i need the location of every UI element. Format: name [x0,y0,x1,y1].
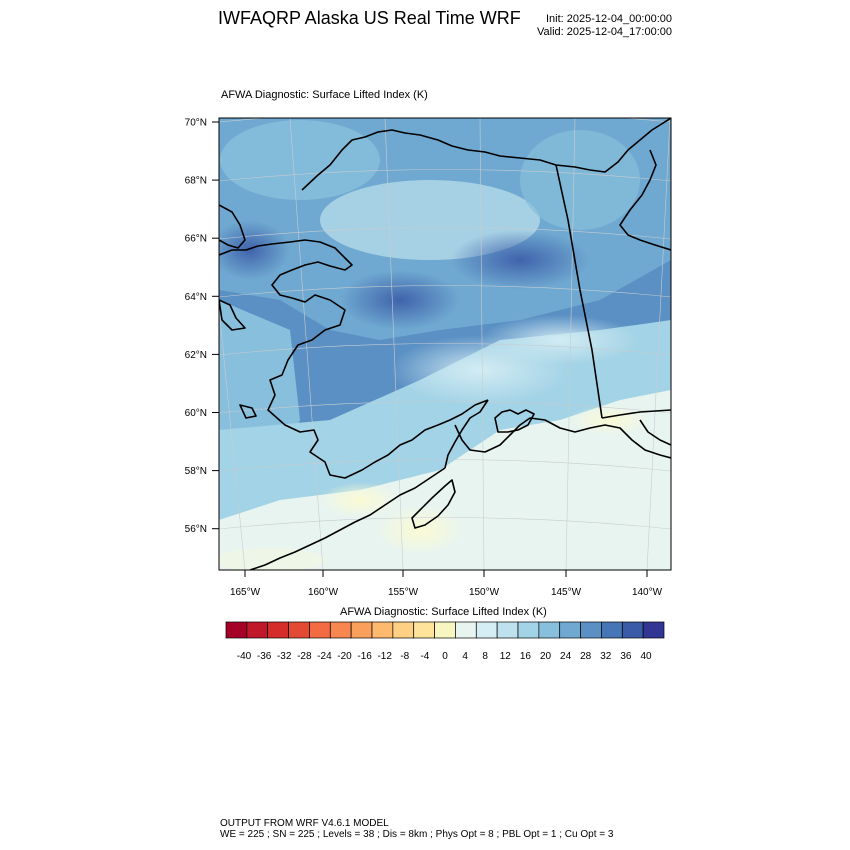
lat-label: 64°N [184,291,207,303]
lon-label: 140°W [631,587,663,598]
lat-label: 70°N [184,117,207,129]
colorbar-label: 36 [620,651,632,662]
colorbar-label: -12 [377,651,392,662]
longitude-axis [230,570,663,598]
colorbar [226,622,664,662]
lat-label: 60°N [184,408,207,419]
colorbar-bin [330,622,351,638]
colorbar-label: 24 [560,651,572,662]
lon-label: 145°W [550,587,582,598]
colorbar-label: -32 [276,651,292,662]
colorbar-bin [268,622,289,638]
colorbar-label: 8 [482,651,488,662]
colorbar-bin [601,622,622,638]
lon-label: 165°W [229,587,261,598]
lifted-index-field [210,118,671,572]
colorbar-label: 32 [600,651,612,662]
lat-label: 56°N [184,524,207,536]
lon-label: 150°W [468,587,500,598]
model-info-line2: WE = 225 ; SN = 225 ; Levels = 38 ; Dis = 8km ; Phys Opt = 8 ; PBL Opt = 1 ; Cu Opt = 3 [220,829,614,840]
lat-label: 62°N [184,349,207,361]
main-title: IWFAQRP Alaska US Real Time WRF [218,8,521,28]
colorbar-bin [247,622,268,638]
lat-label: 58°N [184,466,207,478]
colorbar-label: -40 [236,651,252,662]
colorbar-label: -36 [256,651,272,662]
init-time-label: Init: 2025-12-04_00:00:00 [546,13,672,25]
colorbar-bin [455,622,476,638]
colorbar-label: 16 [519,651,531,662]
latitude-axis [185,118,219,536]
colorbar-label: -24 [317,651,332,662]
colorbar-bin [351,622,372,638]
colorbar-label: -8 [400,651,410,662]
colorbar-label: 12 [499,651,511,662]
colorbar-bin [309,622,330,638]
valid-time-label: Valid: 2025-12-04_17:00:00 [537,26,672,38]
colorbar-bin [372,622,393,638]
colorbar-bin [414,622,435,638]
colorbar-bin [435,622,456,638]
lon-label: 160°W [307,587,339,598]
lat-label: 68°N [184,175,207,187]
colorbar-bin [497,622,518,638]
lon-label: 155°W [387,587,419,598]
colorbar-label: -20 [337,651,352,662]
colorbar-bin [226,622,247,638]
colorbar-label: 40 [640,651,652,662]
colorbar-label: -4 [420,651,430,662]
colorbar-title: AFWA Diagnostic: Surface Lifted Index (K) [340,606,547,618]
colorbar-label: -28 [297,651,312,662]
colorbar-label: 0 [442,651,448,662]
colorbar-label: 4 [462,651,468,662]
colorbar-bin [622,622,643,638]
colorbar-bin [560,622,581,638]
colorbar-label: 28 [580,651,592,662]
colorbar-label: -16 [357,651,372,662]
colorbar-bin [476,622,497,638]
model-info-line1: OUTPUT FROM WRF V4.6.1 MODEL [220,818,389,829]
colorbar-bin [289,622,310,638]
colorbar-label: 20 [539,651,552,662]
colorbar-bin [518,622,539,638]
colorbar-bin [643,622,664,638]
colorbar-bin [539,622,560,638]
lat-label: 66°N [184,233,207,245]
field-title: AFWA Diagnostic: Surface Lifted Index (K) [221,89,428,101]
colorbar-bin [581,622,602,638]
colorbar-bin [393,622,414,638]
